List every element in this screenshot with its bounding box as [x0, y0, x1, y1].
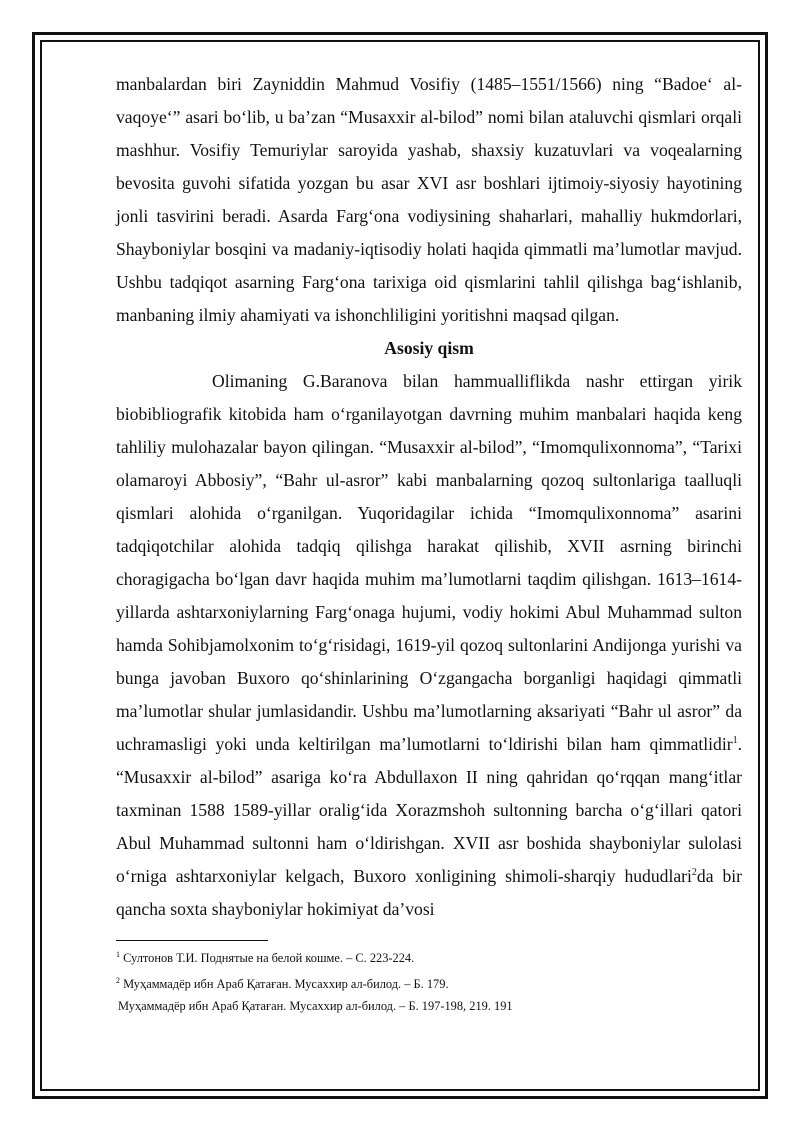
main-paragraph-text-1: Olimaning G.Baranova bilan hammualliflikda nashr ettirgan yirik biobibliografik kitobida ham o‘rganilayotgan davrning muhim manbalari haqida keng tahliliy mulohazalar bayon qilingan. “Musaxxir al-bilod”, “Imomqulixonnoma”, “Tarixi olamaroyi Abbosiy”, “Bahr ul-asror” kabi manbalarning qozoq sultonlariga taalluqli qismlari alohida o‘rganilgan. Yuqoridagilar ichida “Imomqulixonnoma” asarini tadqiqotchilar alohida tadqiq qilishga harakat qilishib, XVII asrning birinchi choragigacha bo‘lgan davr haqida muhim ma’lumotlarni taqdim qilishgan. 1613–1614-yillarda ashtarxoniylarning Farg‘onaga hujumi, vodiy hokimi Abul Muhammad sulton hamda Sohibjamolxonim to‘g‘risidagi, 1619-yil qozoq sultonlarini Andijonga yurishi va bunga javoban Buxoro qo‘shinlarining O‘zgangacha borganligi haqidagi qimmatli ma’lumotlar shular jumlasidandir. Ushbu ma’lumotlarning aksariyati “Bahr ul asror” da uchramasligi yoki unda keltirilgan ma’lumotlarni to‘ldirishi bilan ham qimmatlidir [116, 371, 742, 754]
footnotes [116, 947, 742, 1017]
footnote-2-text: Муҳаммадёр ибн Араб Қатаған. Мусаххир ал-билод. – Б. 179. [120, 977, 449, 991]
main-paragraph-text-2: . “Musaxxir al-bilod” asariga ko‘ra Abdullaxon II ning qahridan qo‘rqqan mang‘itlar taxminan 1588 1589-yillar oralig‘ida Xorazmshoh sultonning barcha o‘g‘illari qatori Abul Muhammad sultonni ham o‘ldirishgan. XVII asr boshida shayboniylar sulolasi o‘rniga ashtarxoniylar kelgach, Buxoro xonligining shimoli-sharqiy hududlari [116, 734, 742, 886]
footnote-ref-2: 2 [691, 867, 697, 879]
footnote-2 [116, 973, 742, 995]
main-paragraph-text-3: da bir qancha soxta shayboniylar hokimiyat da’vosi [116, 866, 742, 919]
intro-paragraph: manbalardan biri Zayniddin Mahmud Vosifiy (1485–1551/1566) ning “Badoe‘ al-vaqoye‘” asari bo‘lib, u ba’zan “Musaxxir al-bilod” nomi bilan ataluvchi qismlari orqali mashhur. Vosifiy Temuriylar saroyida yashab, shaxsiy kuzatuvlari va voqealarning bevosita guvohi sifatida yozgan bu asar XVI asr boshlari ijtimoiy-siyosiy hayotining jonli tasvirini beradi. Asarda Farg‘ona vodiysining shaharlari, mahalliy hukmdorlari, Shayboniylar bosqini va madaniy-iqtisodiy holati haqida qimmatli ma’lumotlar mavjud. Ushbu tadqiqot asarning Farg‘ona tarixiga oid qismlarini tahlil qilishga bag‘ishlanib, manbaning ilmiy ahamiyati va ishonchliligini yoritishni maqsad qilgan. [116, 74, 742, 325]
document-page [116, 68, 742, 1017]
footnote-1-number: 1 [116, 949, 120, 959]
main-paragraph [116, 365, 742, 926]
footnote-1-text: Султонов Т.И. Поднятые на белой кошме. – С. 223-224. [120, 951, 415, 965]
footnote-3: Муҳаммадёр ибн Араб Қатаған. Мусаххир ал-билод. – Б. 197-198, 219. 191 [118, 999, 513, 1013]
footnote-1 [116, 947, 742, 969]
section-heading: Asosiy qism [384, 338, 474, 358]
footnote-separator [116, 940, 268, 941]
footnote-ref-1: 1 [732, 735, 738, 747]
footnote-2-number: 2 [116, 975, 120, 985]
